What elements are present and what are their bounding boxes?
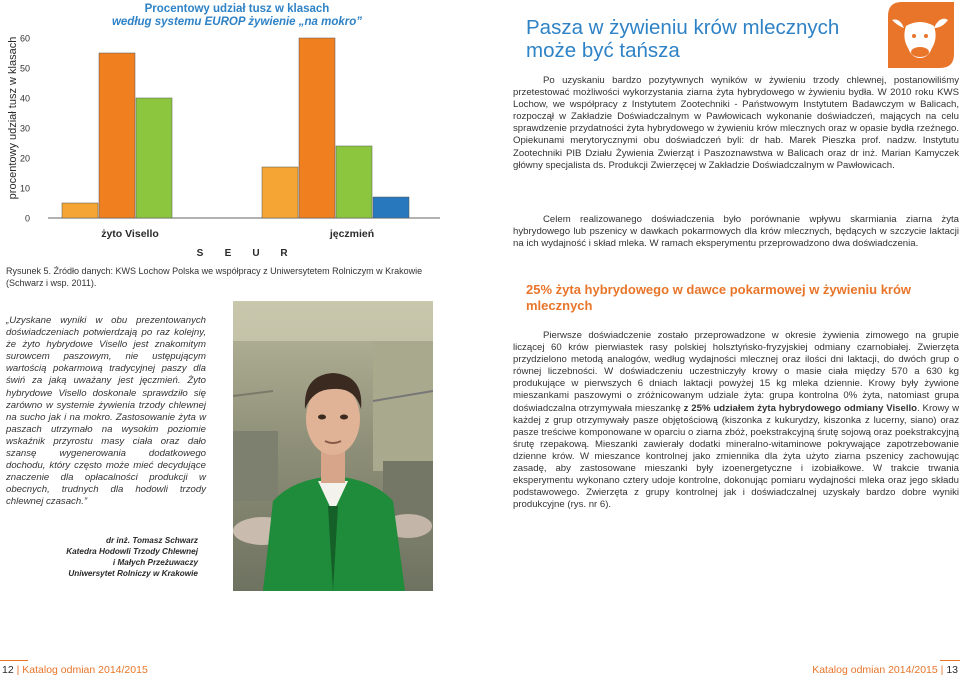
paragraph-experiment-text-b: . Krowy w każdej z grup otrzymywały pasze objętościową (kiszonka z kukurydzy, kiszonka z lucerny, siano) oraz pasze treściwe komponowane w oparciu o ziarna zbóż, poekstrakcyjną śrutę sojową oraz poekstrakcyjną śrutę rzepakową. Mieszanki zawierały dodatki mineralno-witaminowe pokrywające zapotrzebowanie dzienne krów. W mieszance kontrolnej jako zmiennika dla żyta użyto ziarna pszenicy zachowując zasadę, aby zastosowane mieszanki były izoenergetyczne i izobiałkowe. W trakcie trwania eksperymentu wykonano cztery udoje kontrolne, dokonując pomiaru wydajności mleka oraz jego składu podstawowego. Zwierzęta z grupy kontrolnej jak i doświadczalnej uzyskały bardzo dobre wyniki produkcyjne (rys. nr 6).	[513, 402, 959, 511]
y-tick-label: 60	[19, 33, 30, 44]
bar-S-zyto	[62, 203, 98, 218]
y-tick-label: 30	[19, 123, 30, 134]
paragraph-experiment-text-a: Pierwsze doświadczenie zostało przeprowadzone w okresie żywienia zimowego na grupie liczącej 60 krów pierwiastek rasy polskiej holsztyńsko-fryzyjskiej odmiany czarnobiałej. Zwierzęta przydzielono metodą analogów, według wydajności mlecznej oraz ilości dni laktacji, do dwóch grup o równej liczebności. W doświadczeniu uczestniczyły krowy o masie ciała między 570 a 630 kg produkujące w pierwszych 6 dniach laktacji powyżej 15 kg mleka dziennie. Krowy były żywione mieszankami paszowymi o zróżnicowanym udziale żyta: grupa kontrolna 0% żyta, natomiast grupa doświadczalna otrzymywała mieszankę	[513, 330, 959, 414]
chart-title	[112, 3, 362, 28]
footer-catalog-right: Katalog odmian 2014/2015	[812, 664, 938, 676]
chart-title-line: według systemu EUROP żywienie „na mokro”	[111, 16, 363, 28]
signature-line: Katedra Hodowli Trzody Chlewnej	[66, 547, 198, 556]
footer-right	[812, 664, 958, 676]
footer-left	[2, 664, 148, 676]
chart-bars	[62, 38, 409, 218]
paragraph-intro-text: Po uzyskaniu bardzo pozytywnych wyników w żywieniu trzody chlewnej, postanowiliśmy przetestować możliwości wykorzystania ziarna żyta hybrydowego w żywieniu bydła. W 2010 roku KWS Lochow, we współpracy z Instytutem Zootechniki - Państwowym Instytutem Badawczym w Balicach, rozpoczął w Zakładzie Doświadczalnym w Pawłowicach wykonanie doświadczeń, mających na celu sprawdzenie przydatności żyta hybrydowego w żywieniu krów mlecznych oraz w opasie bydła rzeźnego. Opiekunami merytorycznymi obu doświadczeń byli: dr hab. Marek Pieszka prof. nadzw. Instytutu Zootechniki PIB Działu Żywienia Zwierząt i Paszoznawstwa w Balicach oraz dr inż. Marian Kamyczek główny specjalista ds. Produkcji Zwierzęcej w Zakładzie Doświadczalnym w Pawłowicach.	[513, 75, 959, 171]
bar-U-jeczmien	[336, 146, 372, 218]
y-axis-ticks	[20, 34, 30, 224]
cow-head-icon	[888, 2, 954, 68]
x-category-label: żyto Visello	[101, 228, 159, 240]
bar-S-jeczmien	[262, 167, 298, 218]
legend-entry-R: R	[280, 248, 288, 259]
article-title: Pasza w żywieniu krów mlecznych może być tańsza	[526, 16, 840, 62]
paragraph-experiment	[513, 330, 959, 511]
bar-E-zyto	[99, 53, 135, 218]
bar-U-zyto	[136, 98, 172, 218]
paragraph-experiment-bold: z 25% udziałem żyta hybrydowego odmiany Visello	[683, 402, 918, 414]
footer-catalog-left: Katalog odmian 2014/2015	[22, 664, 148, 676]
signature-line: Uniwersytet Rolniczy w Krakowie	[68, 569, 198, 578]
footer-separator: |	[940, 664, 944, 676]
paragraph-goal-text: Celem realizowanego doświadczenia było porównanie wpływu skarmiania ziarna żyta hybrydowego lub pszenicy w dawkach pokarmowych dla krów mlecznych, będących w szczycie laktacji na ich wydajność i skład mleka. W ramach eksperymentu przeprowadzono dwa doświadczenia.	[513, 214, 959, 250]
y-tick-label: 50	[19, 63, 30, 74]
chart-title-line: Procentowy udział tusz w klasach	[144, 3, 330, 15]
page-number-right: 13	[946, 664, 958, 676]
legend-entry-U: U	[252, 248, 260, 259]
legend-entry-S: S	[196, 248, 204, 259]
y-tick-label: 0	[24, 213, 30, 224]
y-tick-label: 10	[19, 183, 30, 194]
carcass-class-bar-chart	[0, 0, 480, 260]
bar-R-jeczmien	[373, 197, 409, 218]
footer-separator: |	[16, 664, 20, 676]
footer-rule-right	[940, 660, 960, 661]
signature-line: dr inż. Tomasz Schwarz	[105, 536, 198, 545]
x-axis-categories	[101, 228, 374, 240]
x-category-label: jęczmień	[329, 228, 375, 240]
portrait-photo	[233, 301, 433, 591]
section-subheading: 25% żyta hybrydowego w dawce pokarmowej w żywieniu krów mlecznych	[526, 282, 912, 313]
bar-E-jeczmien	[299, 38, 335, 218]
chart-ylabel: procentowy udział tusz w klasach	[7, 36, 19, 200]
y-tick-label: 20	[19, 153, 30, 164]
expert-quote: „Uzyskane wyniki w obu prezentowanych doświadczeniach potwierdzają po raz kolejny, że żyto hybrydowe Visello jest znakomitym surowcem paszowym, nie ustępującym wartością pokarmową tradycyjnej paszy dla świń za jaką uważany jest jęczmień. Żyto hybrydowe Visello doskonale sprawdziło się zarówno w systemie żywienia trzody chlewnej na sucho jak i na mokro. Zastosowanie żyta w paszach utrzymało na wysokim poziomie wskaźnik przyrostu masy ciała oraz dało szansę wygenerowania dodatkowego dochodu, który często może mieć decydujące znaczenie dla opłacalności produkcji w obecnych, trudnych dla hodowli trzody chlewnej czasach.”	[6, 315, 206, 508]
legend-entry-E: E	[224, 248, 232, 259]
paragraph-intro	[513, 75, 959, 172]
paragraph-goal	[513, 214, 959, 250]
page-number-left: 12	[2, 664, 14, 676]
y-tick-label: 40	[19, 93, 30, 104]
quote-signature	[10, 535, 198, 579]
footer-rule-left	[0, 660, 28, 661]
signature-line: i Małych Przeżuwaczy	[112, 558, 198, 567]
chart-legend	[197, 248, 289, 259]
figure-caption: Rysunek 5. Źródło danych: KWS Lochow Polska we współpracy z Uniwersytetem Rolniczym w Krakowie (Schwarz i wsp. 2011).	[6, 266, 423, 288]
